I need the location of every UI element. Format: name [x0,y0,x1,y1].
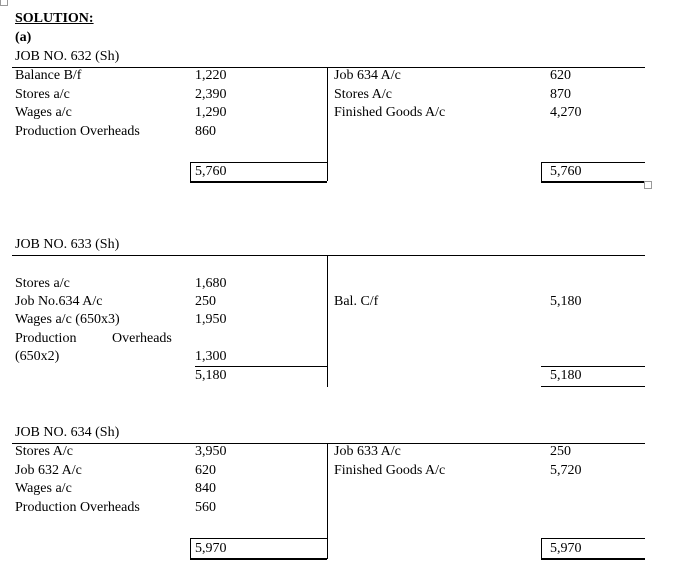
job633-debit-total-rule [195,366,327,367]
job633-credit-total: 5,180 [550,368,582,383]
job633-credit-total-underline [541,386,645,387]
job634-credit-total-underline [541,558,645,560]
ledger-entry-label: Stores a/c [15,276,70,291]
ledger-entry-label: Balance B/f [15,68,82,83]
job632-debit-total-left-rule [190,162,191,182]
ledger-entry-amount: 840 [195,481,216,496]
ledger-entry-amount: 620 [550,68,571,83]
job632-credit-total: 5,760 [550,164,582,179]
ledger-entry-amount: 250 [195,294,216,309]
ledger-entry-label: Finished Goods A/c [334,463,446,478]
ledger-entry-label: Job 634 A/c [334,68,401,83]
solution-part-label: (a) [15,30,32,45]
job632-heading: JOB NO. 632 (Sh) [15,49,120,64]
ledger-entry-amount: 4,270 [550,105,582,120]
ledger-entry-amount: 5,180 [550,294,582,309]
job632-credit-total-left-rule [541,162,542,182]
ledger-entry-label: Production [15,331,77,346]
ledger-entry-label: Job No.634 A/c [15,294,103,309]
solution-title: SOLUTION: [15,11,94,26]
job634-debit-total-underline [190,558,327,560]
job632-center-rule [327,67,328,181]
ledger-entry-amount: 1,290 [195,105,227,120]
job633-top-rule [12,255,645,256]
ledger-entry-label: Finished Goods A/c [334,105,446,120]
ledger-entry-label: Production Overheads [15,124,140,139]
table-resize-handle[interactable] [644,181,652,189]
ledger-entry-label: Wages a/c [15,481,72,496]
ledger-entry-label: Stores A/c [15,444,73,459]
ledger-entry-amount: 2,390 [195,87,227,102]
ledger-entry-amount: 860 [195,124,216,139]
ledger-entry-label: (650x2) [15,349,60,364]
ledger-entry-label: Wages a/c [15,105,72,120]
ledger-entry-amount: 1,950 [195,312,227,327]
job633-debit-total: 5,180 [195,368,227,383]
ledger-entry-amount: 870 [550,87,571,102]
ledger-entry-amount: 620 [195,463,216,478]
job634-center-rule [327,443,328,559]
ledger-entry-label: Wages a/c (650x3) [15,312,120,327]
ledger-entry-amount: 250 [550,444,571,459]
job634-debit-total: 5,970 [195,541,227,556]
job632-credit-total-underline [541,181,645,183]
job634-debit-total-rule [190,538,327,539]
job633-center-rule [327,255,328,387]
ledger-entry-amount: 1,300 [195,349,227,364]
job632-debit-total-rule [190,162,327,163]
ledger-entry-label: Stores a/c [15,87,70,102]
job632-credit-total-rule [541,162,645,163]
ledger-entry-amount: 1,680 [195,276,227,291]
table-move-handle[interactable] [0,0,8,6]
ledger-entry-amount: 1,220 [195,68,227,83]
ledger-entry-label: Stores A/c [334,87,392,102]
job632-debit-total-underline [190,181,327,183]
job634-credit-total: 5,970 [550,541,582,556]
ledger-entry-amount: 3,950 [195,444,227,459]
ledger-entry-label: Production Overheads [15,500,140,515]
ledger-entry-amount: 5,720 [550,463,582,478]
job634-heading: JOB NO. 634 (Sh) [15,425,120,440]
ledger-entry-label: Job 633 A/c [334,444,401,459]
ledger-entry-label: Job 632 A/c [15,463,82,478]
ledger-entry-label: Bal. C/f [334,294,379,309]
job632-debit-total: 5,760 [195,164,227,179]
job633-heading: JOB NO. 633 (Sh) [15,237,120,252]
ledger-entry-label: Overheads [112,331,172,346]
job634-credit-total-left-rule [541,538,542,559]
ledger-entry-amount: 560 [195,500,216,515]
job634-debit-total-left-rule [190,538,191,559]
job633-credit-total-rule [541,366,645,367]
job634-credit-total-rule [541,538,645,539]
